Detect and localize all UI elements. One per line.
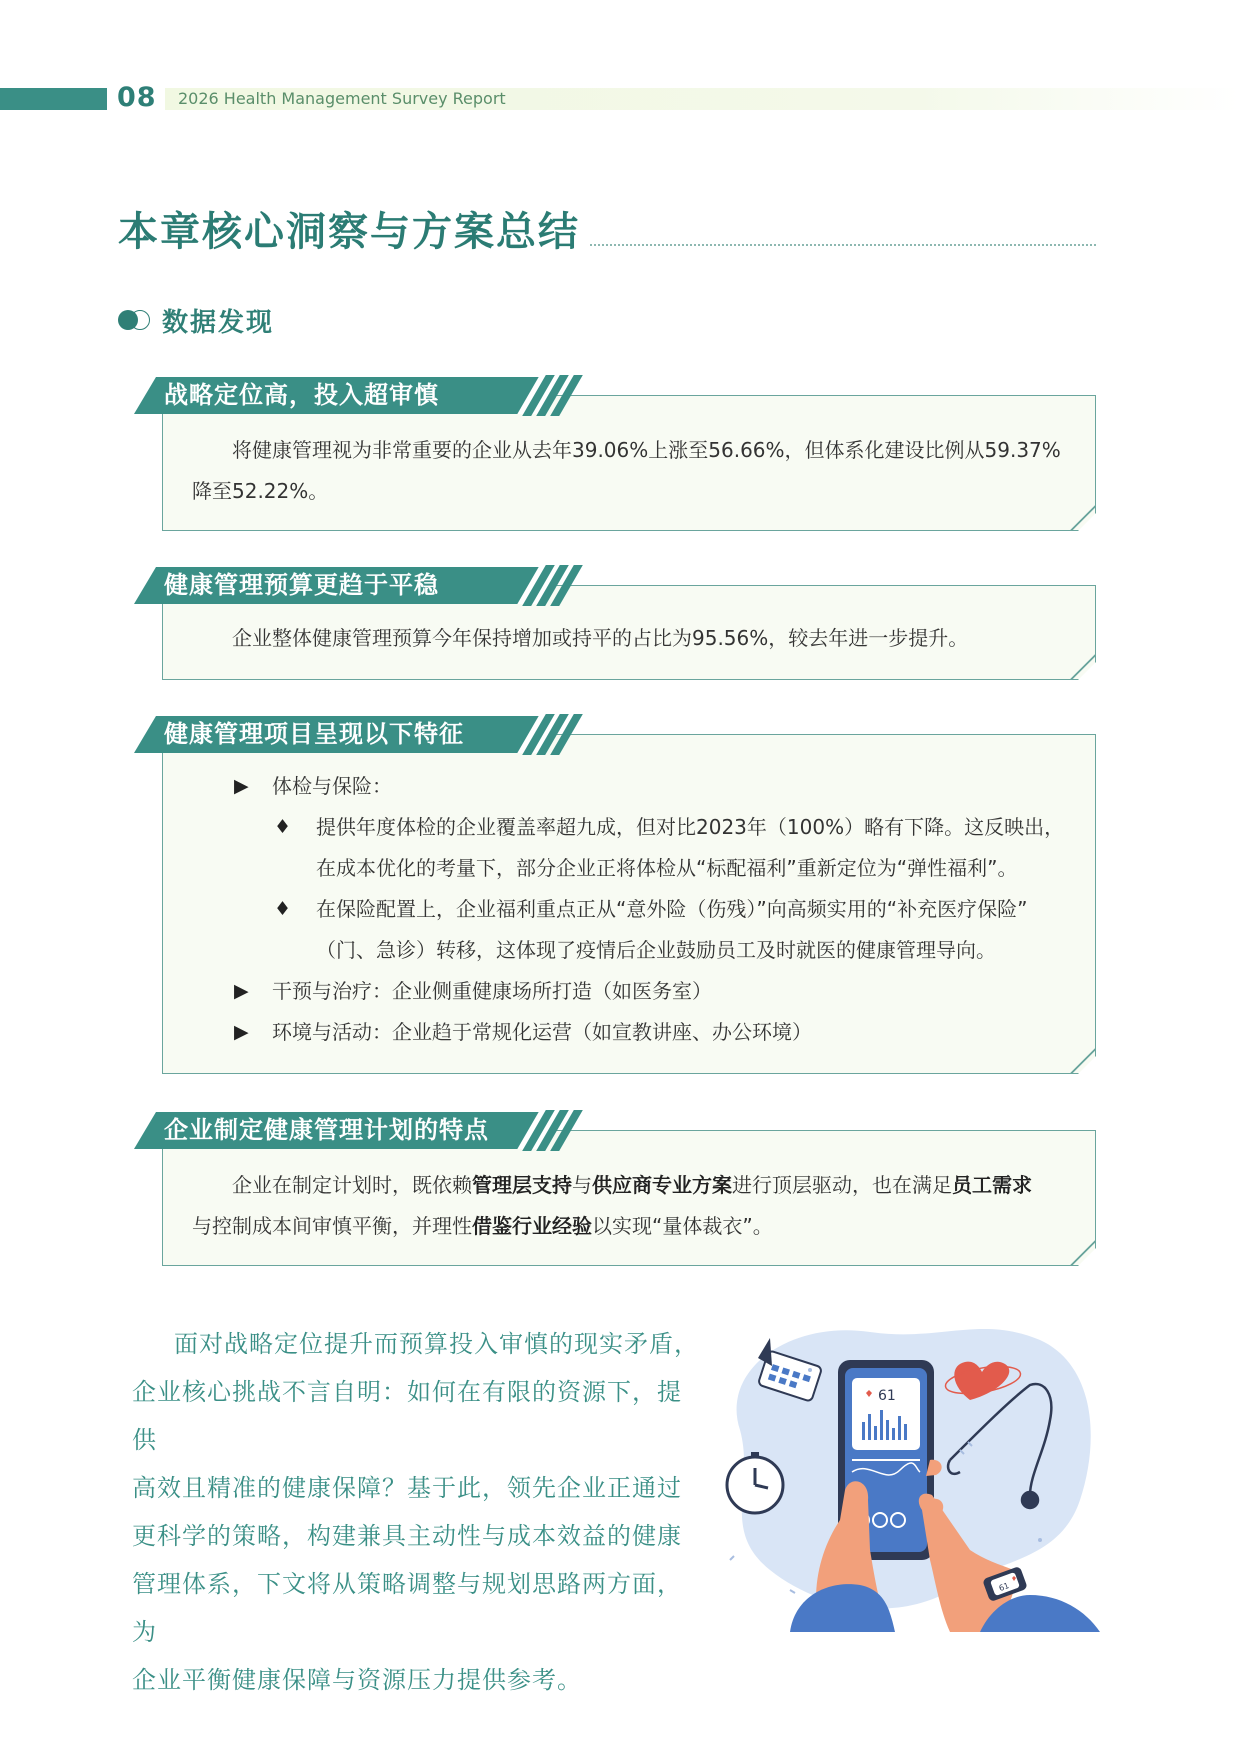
finding-tag-label: 健康管理项目呈现以下特征 <box>164 720 464 748</box>
triangle-bullet-icon: ▶ <box>234 980 249 1002</box>
finding-line <box>192 1206 1072 1247</box>
feature-text: 在保险配置上，企业福利重点正从“意外险（伤残）”向高频实用的“补充医疗保险” <box>316 897 1028 921</box>
heart-rate-value: 61 <box>878 1388 896 1404</box>
finding-tag-label: 战略定位高，投入超审慎 <box>164 381 439 409</box>
plain-text: 进行顶层驱动，也在满足 <box>732 1173 952 1197</box>
diamond-bullet-icon: ♦ <box>274 898 292 920</box>
finding-text-1 <box>192 430 1072 512</box>
watch-reading: 61 <box>997 1581 1011 1593</box>
feature-subitem <box>232 889 1072 930</box>
emphasis-text: 管理层支持 <box>472 1173 572 1197</box>
feature-item <box>232 971 1072 1012</box>
section-heading <box>118 303 274 337</box>
section-title: 数据发现 <box>162 307 275 338</box>
finding-tag-1 <box>134 377 552 414</box>
triangle-bullet-icon: ▶ <box>234 1021 249 1043</box>
feature-list <box>232 766 1072 1053</box>
feature-text: （门、急诊）转移，这体现了疫情后企业鼓励员工及时就医的健康管理导向。 <box>316 938 996 962</box>
finding-line: 降至52.22%。 <box>192 479 329 503</box>
summary-line: 企业平衡健康保障与资源压力提供参考。 <box>132 1666 582 1694</box>
feature-item <box>232 766 1072 807</box>
report-title: 2026 Health Management Survey Report <box>178 89 506 108</box>
plain-text: 以实现“量体裁衣”。 <box>592 1214 773 1238</box>
feature-subitem <box>232 848 1072 889</box>
summary-paragraph <box>132 1320 702 1704</box>
page-title: 本章核心洞察与方案总结 <box>118 209 580 255</box>
feature-text: 在成本优化的考量下，部分企业正将体检从“标配福利”重新定位为“弹性福利”。 <box>316 856 1018 880</box>
finding-text-4 <box>192 1165 1072 1247</box>
finding-tag-3 <box>134 716 552 753</box>
finding-text-2 <box>192 618 1072 659</box>
finding-tag-2 <box>134 567 552 604</box>
page-number: 08 <box>117 82 157 113</box>
summary-line: 更科学的策略，构建兼具主动性与成本效益的健康 <box>132 1522 682 1550</box>
feature-text: 提供年度体检的企业覆盖率超九成，但对比2023年（100%）略有下降。这反映出， <box>316 815 1065 839</box>
emphasis-text: 借鉴行业经验 <box>472 1214 592 1238</box>
summary-line: 高效且精准的健康保障？基于此，领先企业正通过 <box>132 1474 682 1502</box>
plain-text: 与控制成本间审慎平衡，并理性 <box>192 1214 472 1238</box>
triangle-bullet-icon: ▶ <box>234 775 249 797</box>
header-accent-bar <box>0 88 107 110</box>
summary-line: 企业核心挑战不言自明：如何在有限的资源下，提供 <box>132 1378 682 1454</box>
feature-subitem <box>232 930 1072 971</box>
plain-text: 企业在制定计划时，既依赖 <box>232 1173 472 1197</box>
toggle-icon <box>118 310 152 330</box>
finding-line: 将健康管理视为非常重要的企业从去年39.06%上涨至56.66%，但体系化建设比例从59.37% <box>232 438 1061 462</box>
finding-tag-4 <box>134 1112 552 1149</box>
finding-tag-label: 企业制定健康管理计划的特点 <box>164 1116 489 1144</box>
health-app-illustration <box>700 1310 1100 1632</box>
feature-text: 体检与保险： <box>272 774 392 798</box>
summary-line: 管理体系，下文将从策略调整与规划思路两方面，为 <box>132 1570 682 1646</box>
emphasis-text: 员工需求 <box>952 1173 1032 1197</box>
emphasis-text: 供应商专业方案 <box>592 1173 732 1197</box>
plain-text: 与 <box>572 1173 592 1197</box>
finding-line: 企业整体健康管理预算今年保持增加或持平的占比为95.56%，较去年进一步提升。 <box>232 626 969 650</box>
summary-line: 面对战略定位提升而预算投入审慎的现实矛盾， <box>174 1330 699 1358</box>
diamond-bullet-icon: ♦ <box>274 816 292 838</box>
finding-tag-label: 健康管理预算更趋于平稳 <box>164 571 439 599</box>
feature-text: 环境与活动：企业趋于常规化运营（如宣教讲座、办公环境） <box>272 1020 812 1044</box>
feature-item <box>232 1012 1072 1053</box>
feature-text: 干预与治疗：企业侧重健康场所打造（如医务室） <box>272 979 712 1003</box>
finding-line <box>192 1165 1072 1206</box>
feature-subitem <box>232 807 1072 848</box>
title-dotted-line <box>590 244 1096 246</box>
